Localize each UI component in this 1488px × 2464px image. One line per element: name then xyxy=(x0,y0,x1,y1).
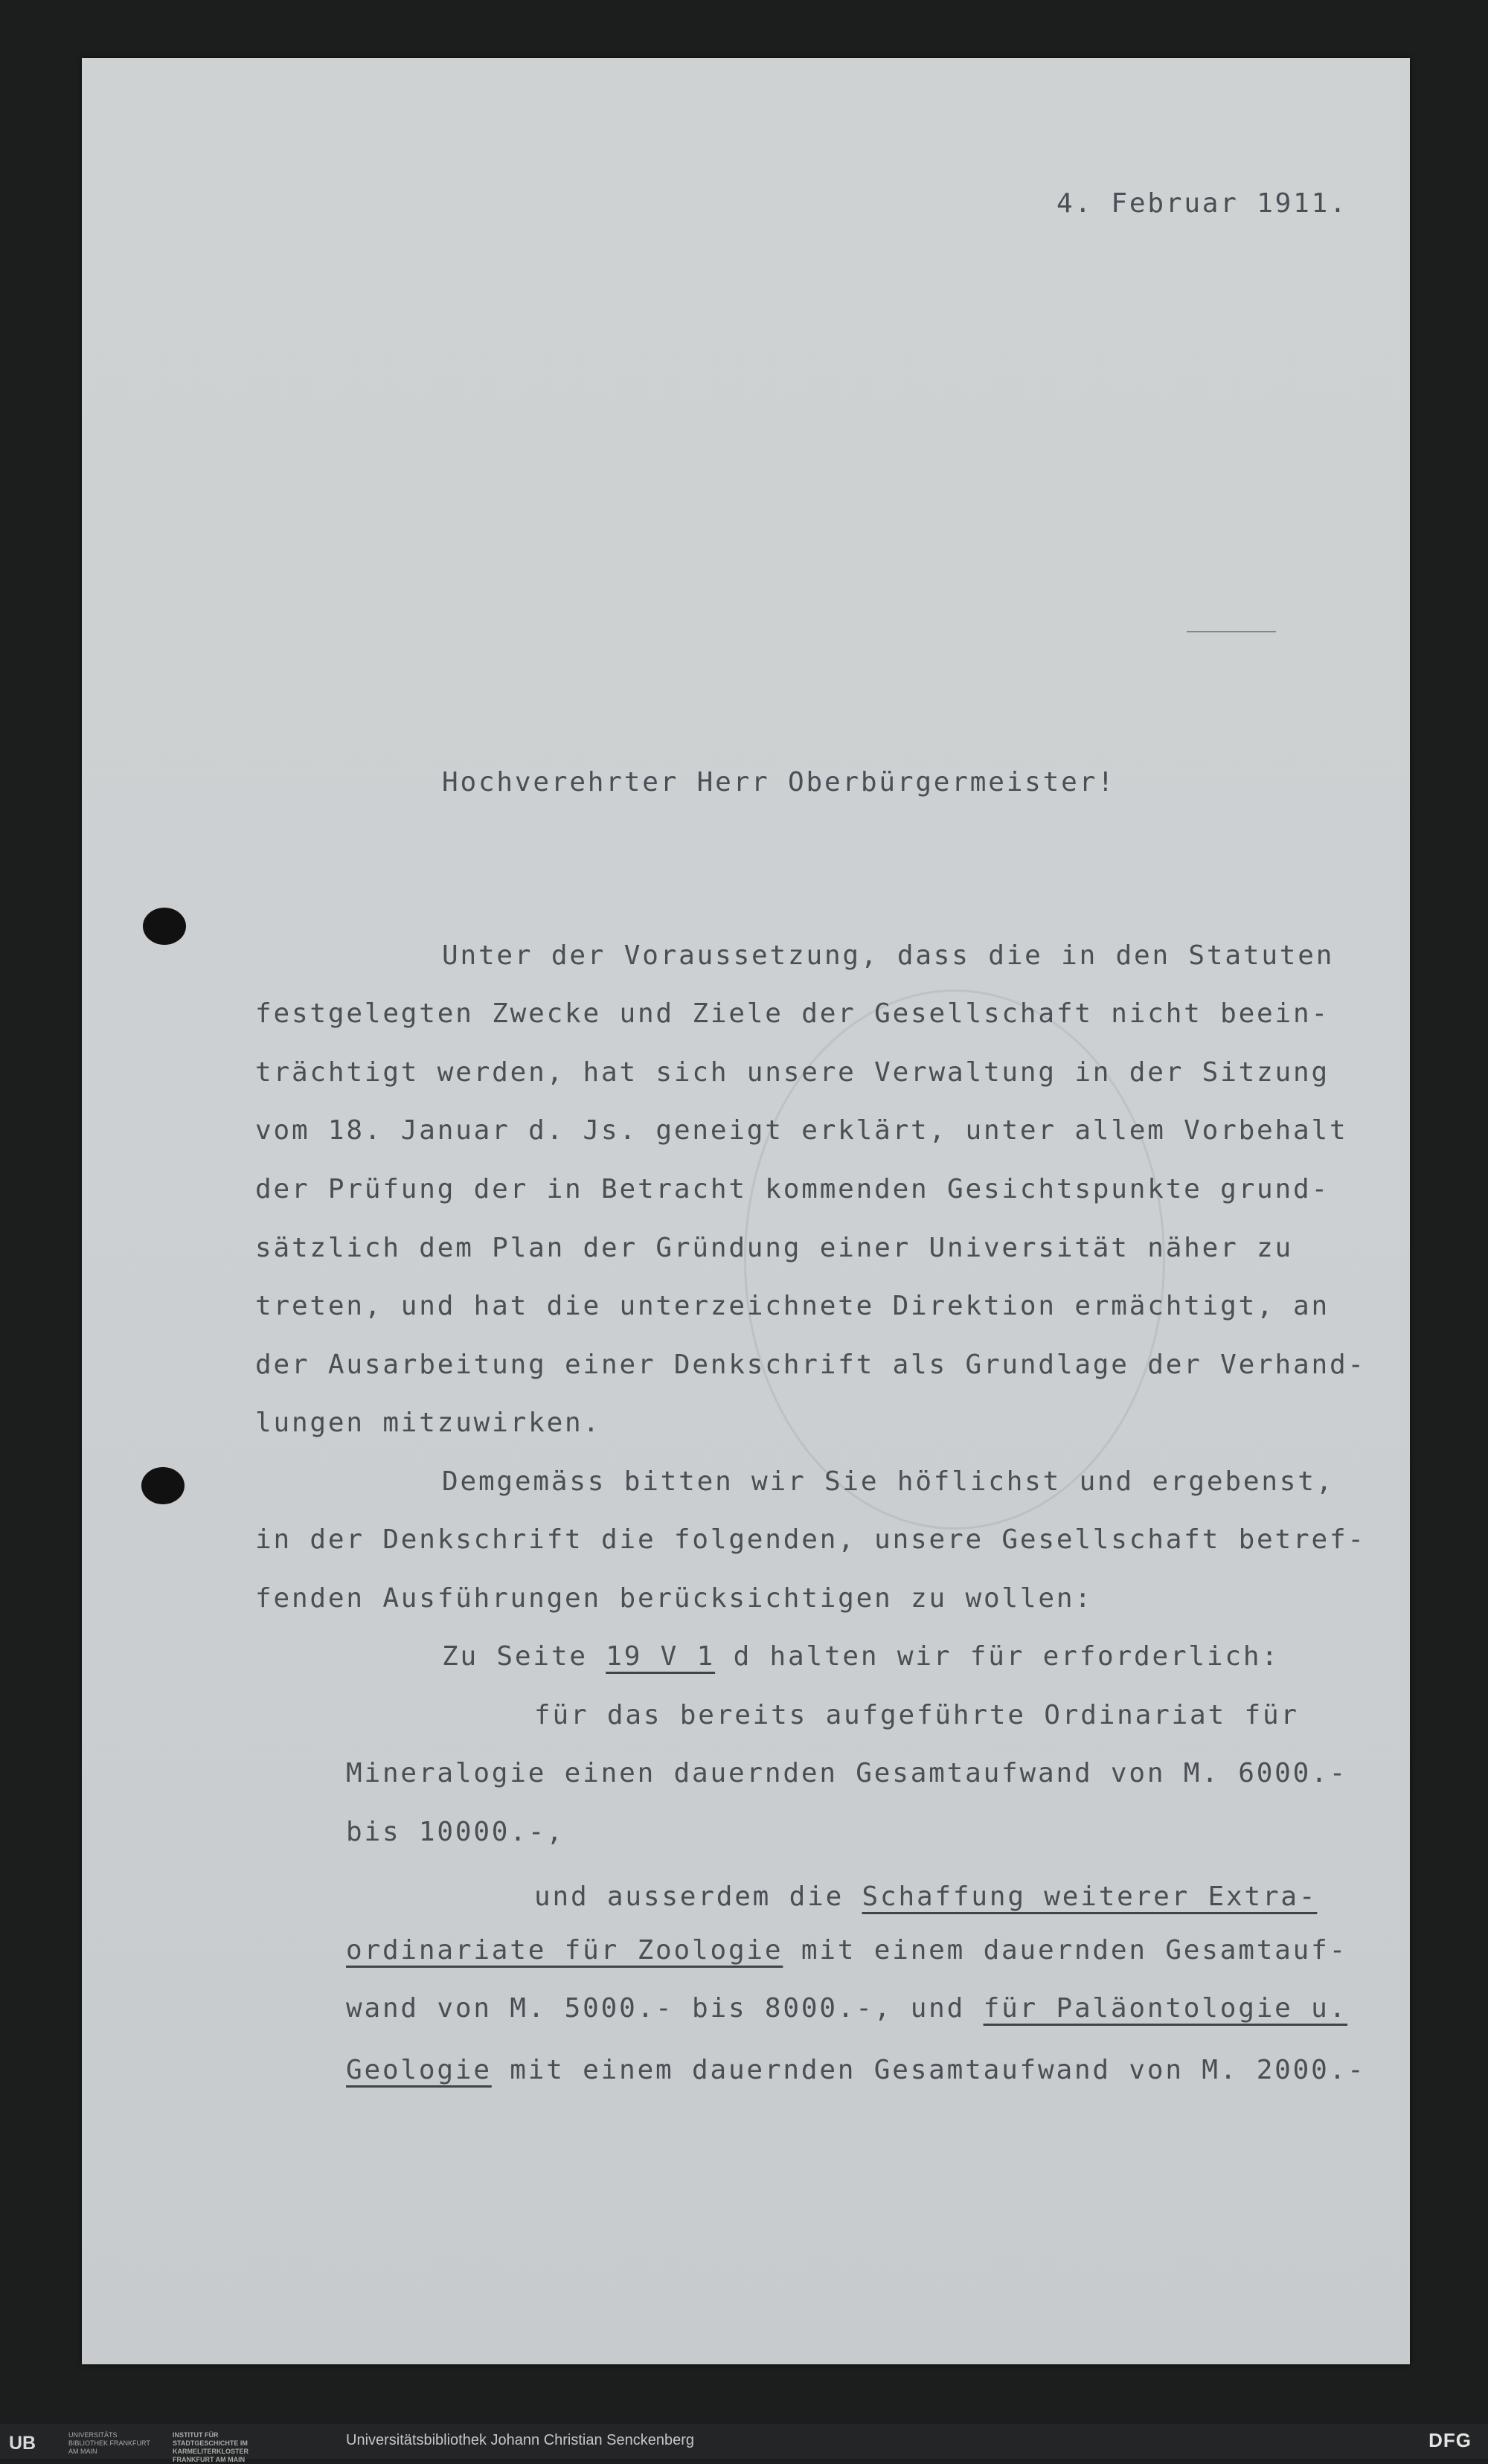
body-line: sätzlich dem Plan der Gründung einer Universität näher zu xyxy=(255,1233,1294,1263)
pencil-mark xyxy=(1187,631,1276,632)
footer-bar xyxy=(0,2424,1488,2463)
punch-hole xyxy=(141,1467,185,1504)
body-line: Demgemäss bitten wir Sie höflichst und ergebenst, xyxy=(442,1466,1335,1497)
library-name: Universitätsbibliothek Johann Christian Senckenberg xyxy=(346,2432,695,2448)
body-line: treten, und hat die unterzeichnete Direktion ermächtigt, an xyxy=(255,1291,1330,1321)
institute-logo-text: INSTITUT FÜR STADTGESCHICHTE IM KARMELITERKLOSTER FRANKFURT AM MAIN xyxy=(173,2431,248,2463)
body-line xyxy=(534,1882,1317,1912)
body-line xyxy=(442,1642,1280,1672)
body-line xyxy=(346,2056,1366,2085)
underlined-text: Schaffung weiterer Extra- xyxy=(862,1881,1318,1912)
text-segment: wand von M. 5000.- bis 8000.-, und xyxy=(346,1993,984,2024)
text-segment: d halten wir für erforderlich: xyxy=(715,1641,1280,1672)
underlined-text: ordinariate für Zoologie xyxy=(346,1935,783,1966)
ub-logo-caption: UNIVERSITÄTS BIBLIOTHEK FRANKFURT AM MAIN xyxy=(68,2431,150,2455)
body-line: fenden Ausführungen berücksichtigen zu wollen: xyxy=(255,1583,1093,1614)
body-line xyxy=(346,1936,1347,1966)
body-line: für das bereits aufgeführte Ordinariat für xyxy=(534,1700,1299,1730)
punch-hole xyxy=(143,908,186,945)
ub-logo: UB xyxy=(9,2433,36,2454)
body-line: Unter der Voraussetzung, dass die in den Statuten xyxy=(442,940,1335,971)
body-line: festgelegten Zwecke und Ziele der Gesellschaft nicht beein- xyxy=(255,998,1330,1029)
salutation: Hochverehrter Herr Oberbürgermeister! xyxy=(442,767,1116,798)
underlined-text: Geologie xyxy=(346,2055,492,2085)
underlined-text: für Paläontologie u. xyxy=(983,1993,1348,2024)
letter-date: 4. Februar 1911. xyxy=(1056,188,1348,219)
body-line: bis 10000.-, xyxy=(346,1817,565,1847)
body-line: trächtigt werden, hat sich unsere Verwaltung in der Sitzung xyxy=(255,1057,1330,1088)
body-line: in der Denkschrift die folgenden, unsere Gesellschaft betref- xyxy=(255,1524,1366,1555)
body-line xyxy=(346,1994,1347,2024)
text-segment: mit einem dauernden Gesamtaufwand von M. 2000.- xyxy=(491,2055,1366,2085)
body-line: vom 18. Januar d. Js. geneigt erklärt, unter allem Vorbehalt xyxy=(255,1115,1348,1146)
dfg-logo: DFG xyxy=(1428,2429,1472,2451)
text-segment: und ausserdem die xyxy=(534,1881,862,1912)
body-line: der Prüfung der in Betracht kommenden Gesichtspunkte grund- xyxy=(255,1174,1330,1204)
text-segment: Zu Seite xyxy=(442,1641,606,1672)
body-line: lungen mitzuwirken. xyxy=(255,1408,602,1438)
body-line: Mineralogie einen dauernden Gesamtaufwand von M. 6000.- xyxy=(346,1758,1348,1788)
body-line: der Ausarbeitung einer Denkschrift als Grundlage der Verhand- xyxy=(255,1350,1366,1380)
underlined-reference: 19 V 1 xyxy=(606,1641,716,1672)
text-segment: mit einem dauernden Gesamtauf- xyxy=(783,1935,1348,1966)
